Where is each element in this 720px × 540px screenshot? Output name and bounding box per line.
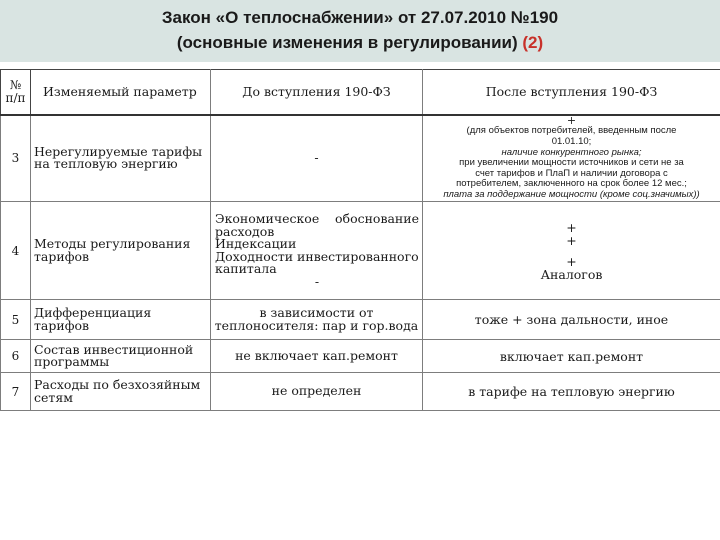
row-parameter-line: Расходы по безхозяйным: [34, 377, 201, 392]
row-before-line: в зависимости от: [259, 305, 374, 320]
header-after: После вступления 190-ФЗ: [423, 70, 720, 115]
row-number: 7: [1, 373, 31, 411]
row-before-line: не включает кап.ремонт: [235, 347, 398, 363]
row-parameter: [31, 202, 211, 300]
row-before-line: не определен: [271, 383, 362, 399]
row-after-line: при увеличении мощности источников и сети не за: [459, 157, 684, 169]
row-before: [211, 202, 423, 300]
header-number-line1: №: [9, 77, 22, 92]
row-before: [211, 115, 423, 202]
row-before: [211, 340, 423, 373]
table-row: [1, 300, 720, 340]
row-after-line: +: [566, 219, 577, 235]
row-parameter: [31, 340, 211, 373]
row-parameter: [31, 115, 211, 202]
row-before: [211, 373, 423, 411]
row-before-line: Экономическое обоснование: [215, 211, 419, 226]
table-row: [1, 202, 720, 300]
row-number: 6: [1, 340, 31, 373]
row-before-line: капитала: [215, 261, 277, 276]
row-parameter-line: на тепловую энергию: [34, 156, 178, 172]
header-number-line2: п/п: [5, 90, 26, 105]
header-parameter: Изменяемый параметр: [31, 70, 211, 115]
row-after-line: тоже + зона дальности, иное: [474, 312, 669, 327]
changes-table: [0, 69, 720, 411]
slide-subtitle: [0, 33, 720, 53]
row-after: [423, 202, 720, 300]
row-before-line: теплоносителя: пар и гор.вода: [214, 317, 419, 333]
row-before-line: расходов: [215, 223, 275, 239]
table-row: [1, 340, 720, 373]
row-after: [423, 373, 720, 411]
row-parameter-line: Состав инвестиционной: [34, 341, 194, 357]
row-after-line: потребителем, заключенного на срок более 12 мес.;: [456, 178, 687, 190]
table-header-row: [1, 70, 720, 115]
slide-subtitle-part-number: (2): [522, 33, 544, 52]
slide-subtitle-main: (основные изменения в регулировании): [176, 33, 518, 52]
row-parameter-line: тарифов: [34, 317, 90, 333]
row-after-line: включает кап.ремонт: [499, 348, 644, 364]
row-after: [423, 340, 720, 373]
row-number: 4: [1, 202, 31, 300]
row-after-line: 01.01.10;: [551, 136, 592, 148]
row-parameter-line: Дифференциация: [34, 305, 152, 320]
row-before: [211, 300, 423, 340]
row-before-line: -: [314, 150, 319, 165]
row-number: 5: [1, 300, 31, 340]
table-row: [1, 115, 720, 202]
row-parameter-line: программы: [34, 354, 110, 369]
row-parameter-line: Методы регулирования: [34, 236, 191, 251]
header-number: [1, 70, 31, 115]
row-parameter-line: тарифов: [34, 248, 90, 264]
row-after-line: наличие конкурентного рынка;: [501, 146, 642, 158]
header-before: До вступления 190-ФЗ: [211, 70, 423, 115]
row-after-line: (для объектов потребителей, введенным после: [466, 125, 677, 137]
row-before-line: -: [314, 273, 320, 289]
row-before-line: Индексации: [215, 236, 297, 251]
row-parameter: [31, 300, 211, 340]
row-after-line: в тарифе на тепловую энергию: [468, 384, 675, 399]
row-after-line: Аналогов: [540, 266, 603, 282]
row-after-line: счет тарифов и ПлаП и наличии договора с: [475, 167, 668, 179]
row-before-line: Доходности инвестированного: [215, 248, 419, 264]
table-row: [1, 373, 720, 411]
row-parameter: [31, 373, 211, 411]
row-number: 3: [1, 115, 31, 202]
row-parameter-line: Нерегулируемые тарифы: [34, 143, 203, 159]
row-after: [423, 300, 720, 340]
row-after-line: +: [566, 253, 577, 269]
slide-title: Закон «О теплоснабжении» от 27.07.2010 №190: [161, 8, 559, 27]
row-parameter-line: сетям: [34, 389, 73, 405]
row-after: [423, 115, 720, 202]
row-after-line: +: [566, 114, 577, 127]
row-after-line: плата за поддержание мощности (кроме соц.значимых)): [443, 189, 700, 201]
row-after-line: +: [566, 232, 577, 248]
